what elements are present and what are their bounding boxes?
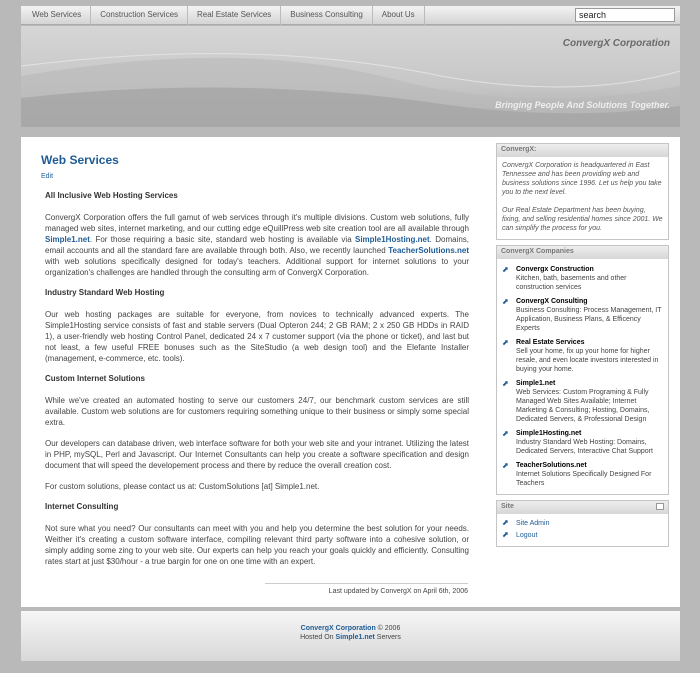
page-title: Web Services xyxy=(41,153,119,167)
company-desc: Web Services: Custom Programing & Fully Managed Web Sites Available; Internet Marketing & Consulting; Hosting, Domains, Dedicated Servers, & Professional Design xyxy=(516,389,650,423)
page xyxy=(21,0,680,673)
external-link-icon: ⬈ xyxy=(502,518,509,527)
footer-hosted: Hosted On Simple1.net Servers xyxy=(300,634,401,641)
top-navigation xyxy=(21,6,680,25)
main-content xyxy=(41,153,469,577)
footer-company-link[interactable]: ConvergX Corporation xyxy=(300,625,376,632)
company-desc: Industry Standard Web Hosting: Domains, Dedicated Servers, Interactive Chat Support xyxy=(516,439,653,455)
company-item xyxy=(502,297,663,333)
site-admin-link[interactable]: Site Admin xyxy=(516,520,550,527)
nav-business-consulting[interactable]: Business Consulting xyxy=(281,6,372,25)
company-desc: Business Consulting: Process Management, IT Application, Business Plans, & Efficency Experts xyxy=(516,307,662,332)
companies-box-title: ConvergX Companies xyxy=(497,246,668,259)
site-box xyxy=(496,500,669,547)
company-title: ConvergX Corporation xyxy=(562,38,670,49)
external-link-icon: ⬈ xyxy=(502,379,509,388)
teachersolutions-link[interactable]: TeacherSolutions.net xyxy=(388,246,469,255)
nav-construction-services[interactable]: Construction Services xyxy=(91,6,188,25)
section-title-standard-hosting: Industry Standard Web Hosting xyxy=(45,288,165,297)
paragraph-consulting: Not sure what you need? Our consultants can meet with you and help you determine the best solution for your needs. Weither it's creating a custom software interface, compiling relevant third party software into a cohesive solution, or simply adding some zing to your web site. Our experts can help you reach your goals quickly and efficiently. Consulting rates start at just $30/hour - a true bargin for one on one time with an expert. xyxy=(45,524,469,566)
company-desc: Sell your home, fix up your home for higher resale, and even locate investors interested in buying your home. xyxy=(516,348,659,373)
external-link-icon: ⬈ xyxy=(502,338,509,347)
about-text-1: ConvergX Corporation is headquartered in East Tennessee and has been providing web and business solutions since 1996. Let us help you take you to the next level. xyxy=(502,162,662,196)
paragraph-custom-2: Our developers can database driven, web interface software for both your web site and your intranet. Utilizing the latest in PHP, mySQL, Perl and Javascript. Our Internet Consultants can help you create a software specification and design document that will speed the developement process and there by reduce the overall creation cost. xyxy=(45,439,469,470)
logout-link[interactable]: Logout xyxy=(516,532,538,539)
company-item xyxy=(502,461,663,488)
external-link-icon: ⬈ xyxy=(502,429,509,438)
about-box xyxy=(496,143,669,240)
company-link-construction[interactable]: Convergx Construction xyxy=(516,266,594,273)
company-desc: Internet Solutions Specifically Designed For Teachers xyxy=(516,471,652,487)
section-title-consulting: Internet Consulting xyxy=(45,502,119,511)
edit-link[interactable]: Edit xyxy=(41,173,54,180)
company-item xyxy=(502,265,663,292)
nav-web-services[interactable]: Web Services xyxy=(21,6,91,25)
section-title-custom: Custom Internet Solutions xyxy=(45,374,145,383)
paragraph-custom-1: While we've created an automated hosting to serve our customers 24/7, our benchmark custom services are still available. Custom web solutions are for customers requiring something unique to their business or simply some special extra. xyxy=(45,396,469,427)
company-item xyxy=(502,338,663,374)
external-link-icon: ⬈ xyxy=(502,530,509,539)
nav-real-estate-services[interactable]: Real Estate Services xyxy=(188,6,281,25)
header-banner xyxy=(21,26,680,127)
tagline: Bringing People And Solutions Together. xyxy=(495,100,670,110)
paragraph-standard-hosting: Our web hosting packages are suitable for everyone, from novices to technically advanced experts. The Simple1Hosting service consists of fast and stable servers (Dual Opteron 244; 2 GB RAM; 2 x 250 GB HDDs in RAID 1), a user-friendly web hosting Control Panel, dedicated 24 x 7 customer support (via the phone or ticket), and last but not least, a few useful FREE bonuses such as the SiteStudio (a web design tool) and the Elefante Installer (management, e-commerce, etc. tools). xyxy=(45,310,469,363)
nav-about-us[interactable]: About Us xyxy=(373,6,425,25)
simple1hosting-link[interactable]: Simple1Hosting.net xyxy=(354,235,430,244)
paragraph-contact: For custom solutions, please contact us at: CustomSolutions [at] Simple1.net. xyxy=(45,482,320,491)
companies-box xyxy=(496,245,669,495)
site-admin-item xyxy=(502,518,663,530)
about-box-title: ConvergX: xyxy=(497,144,668,157)
company-link-simple1[interactable]: Simple1.net xyxy=(516,380,556,387)
company-link-teachersolutions[interactable]: TeacherSolutions.net xyxy=(516,462,587,469)
paragraph-hosting: ConvergX Corporation offers the full gamut of web services through it's multiple divisions. Custom web solutions, fully managed web sites, internet marketing, and our cutting edge eQuillPress web site creation tool are all available through Simple1.net. For those requiring a basic site, standard web hosting is available via Simple1Hosting.net. Domains, email accounts and all the standard fare are available through both. Also, we recently launched TeacherSolutions.net with web solutions specifically designed for today's teachers. Additional support for internet solutions to your organization's challenges are handled through the consulting arm of ConvergX Corporation. xyxy=(45,213,470,277)
simple1-link[interactable]: Simple1.net xyxy=(45,235,90,244)
footer-copyright: ConvergX Corporation © 2006 xyxy=(300,625,401,632)
company-link-real-estate[interactable]: Real Estate Services xyxy=(516,339,585,346)
section-title-hosting: All Inclusive Web Hosting Services xyxy=(45,191,178,200)
external-link-icon: ⬈ xyxy=(502,461,509,470)
footer-host-link[interactable]: Simple1.net xyxy=(335,634,375,641)
external-link-icon: ⬈ xyxy=(502,265,509,274)
company-item xyxy=(502,429,663,456)
search-input[interactable] xyxy=(575,8,675,22)
about-text-2: Our Real Estate Department has been buying, fixing, and selling residential homes since 2001. We can simplify the process for you. xyxy=(502,207,663,232)
nav-menu xyxy=(21,6,425,25)
company-link-simple1hosting[interactable]: Simple1Hosting.net xyxy=(516,430,582,437)
collapse-icon[interactable] xyxy=(656,503,664,510)
last-updated: Last updated by ConvergX on April 6th, 2006 xyxy=(265,583,468,595)
external-link-icon: ⬈ xyxy=(502,297,509,306)
company-link-consulting[interactable]: ConvergX Consulting xyxy=(516,298,588,305)
site-box-title: Site xyxy=(497,501,668,514)
footer xyxy=(21,611,680,661)
company-item xyxy=(502,379,663,424)
logout-item xyxy=(502,530,663,542)
sidebar xyxy=(496,143,669,552)
content-area xyxy=(21,137,680,607)
company-desc: Kitchen, bath, basements and other construction services xyxy=(516,275,627,291)
